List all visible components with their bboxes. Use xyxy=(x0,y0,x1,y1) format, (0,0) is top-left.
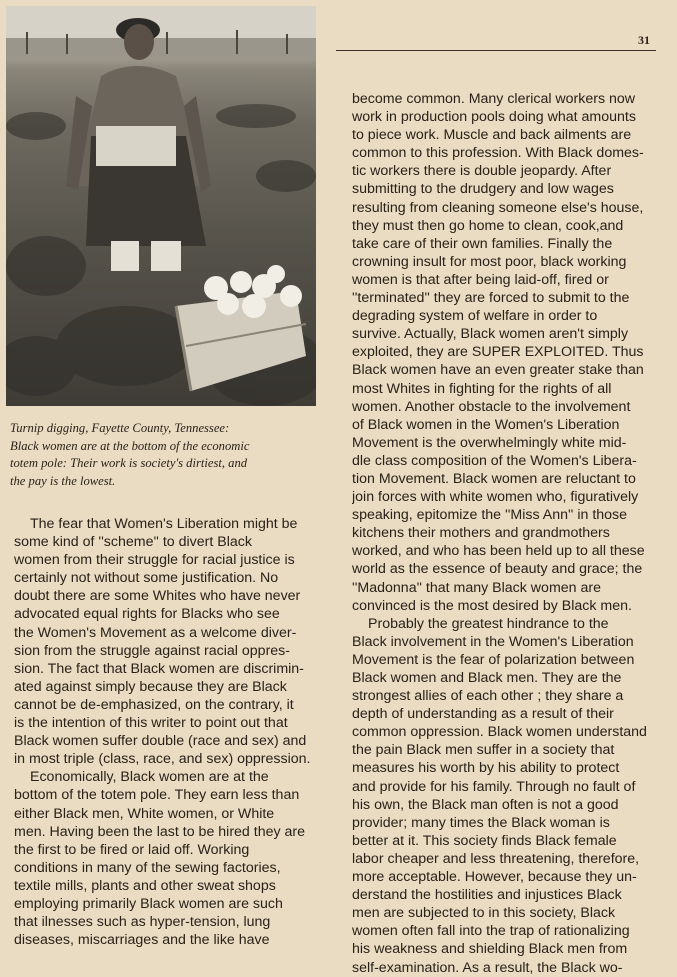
page-number: 31 xyxy=(638,33,650,47)
text-line: that ilnesses such as hyper-tension, lung xyxy=(14,914,271,931)
text-line: labor cheaper and less threatening, therefore, xyxy=(352,850,640,867)
text-line: Economically, Black women are at the xyxy=(30,769,269,786)
text-line: dle class composition of the Women's Libera- xyxy=(352,452,637,469)
text-line: ated against simply because they are Black xyxy=(14,678,287,695)
text-line: is the intention of this writer to point out that xyxy=(14,715,288,732)
text-line: speaking, epitomize the ''Miss Ann'' in those xyxy=(352,507,628,524)
text-line: submitting to the drudgery and low wages xyxy=(352,181,614,198)
text-line: common to this profession. With Black domes- xyxy=(352,145,644,162)
text-line: the pain Black men suffer in a society that xyxy=(352,742,615,759)
text-line: the Women's Movement as a welcome diver- xyxy=(14,624,297,641)
text-line: convinced is the most desired by Black men. xyxy=(352,597,632,614)
text-line: resulting from cleaning someone else's house, xyxy=(352,199,644,216)
text-line: they must then go home to clean, cook,and xyxy=(352,217,624,234)
text-line: Movement is the overwhelmingly white mid- xyxy=(352,434,627,451)
photo-caption xyxy=(10,420,310,490)
text-line: Black women suffer double (race and sex) and xyxy=(14,733,307,750)
text-line: textile mills, plants and other sweat shops xyxy=(14,877,276,894)
text-line: his weakness and shielding Black men from xyxy=(352,941,628,958)
text-line: bottom of the totem pole. They earn less than xyxy=(14,787,300,804)
text-line: more acceptable. However, because they un- xyxy=(352,869,637,886)
text-line: worked, and who has been held up to all these xyxy=(352,543,645,560)
text-line: employing primarily Black women are such xyxy=(14,895,283,912)
text-line: advocated equal rights for Blacks who see xyxy=(14,606,280,623)
text-line: Movement is the fear of polarization between xyxy=(352,651,635,668)
caption-line: Turnip digging, Fayette County, Tennessee: xyxy=(10,421,230,435)
text-line: conditions in many of the sewing factories, xyxy=(14,859,281,876)
text-line: measures his worth by his ability to protect xyxy=(352,760,620,777)
text-line: take care of their own families. Finally the xyxy=(352,235,613,252)
text-line: the first to be fired or laid off. Working xyxy=(14,841,250,858)
caption-line: the pay is the lowest. xyxy=(10,473,116,488)
text-line: ''terminated'' they are forced to submit to the xyxy=(352,290,630,307)
text-line: cannot be de-emphasized, on the contrary, it xyxy=(14,696,294,713)
text-line: tic workers there is double jeopardy. After xyxy=(352,163,612,180)
text-line: strongest allies of each other ; they share a xyxy=(352,688,624,705)
text-line: join forces with white women who, figuratively xyxy=(352,489,639,506)
text-line: women. Another obstacle to the involvement xyxy=(352,398,631,415)
left-text-column xyxy=(14,515,318,949)
right-text-column xyxy=(352,90,664,977)
text-line: survive. Actually, Black women aren't simply xyxy=(352,326,629,343)
text-line: some kind of ''scheme'' to divert Black xyxy=(14,534,252,551)
text-line: degrading system of welfare in order to xyxy=(352,308,598,325)
text-line: Black women have an even greater stake than xyxy=(352,362,644,379)
caption-line: totem pole: Their work is society's dirtiest, and xyxy=(10,456,248,470)
text-line: men. Having been the last to be hired they are xyxy=(14,823,306,840)
text-line: women often fall into the trap of rationalizing xyxy=(352,923,630,940)
turnip-field-photo xyxy=(6,6,316,406)
text-line: diseases, miscarriages and the like have xyxy=(14,932,270,949)
text-line: become common. Many clerical workers now xyxy=(352,91,636,107)
caption-line: Black women are at the bottom of the economic xyxy=(10,438,250,453)
text-line: Black involvement in the Women's Liberation xyxy=(352,633,634,650)
text-line: world as the essence of beauty and grace; the xyxy=(352,561,643,578)
photo-illustration xyxy=(6,6,316,406)
text-line: provider; many times the Black woman is xyxy=(352,814,610,831)
text-line: tion Movement. Black women are reluctant to xyxy=(352,470,636,487)
text-line: better at it. This society finds Black female xyxy=(352,832,617,849)
text-line: ''Madonna'' that many Black women are xyxy=(352,579,601,596)
text-line: derstand the hostilities and injustices Black xyxy=(352,887,622,904)
text-line: certainly not without some justification. No xyxy=(14,570,279,587)
text-line: his own, the Black man often is not a good xyxy=(352,796,619,813)
text-line: doubt there are some Whites who have never xyxy=(14,588,301,605)
text-line: Black women and Black men. They are the xyxy=(352,670,622,686)
text-line: either Black men, White women, or White xyxy=(14,805,275,822)
text-line: women is that after being laid-off, fired or xyxy=(352,271,609,288)
text-line: sion from the struggle against racial oppres- xyxy=(14,642,291,659)
text-line: The fear that Women's Liberation might be xyxy=(30,516,298,532)
text-line: to piece work. Muscle and back ailments are xyxy=(352,127,632,144)
text-line: and provide for his family. Through no fault of xyxy=(352,778,636,795)
text-line: women from their struggle for racial justice is xyxy=(14,552,295,569)
text-line: kitchens their mothers and grandmothers xyxy=(352,525,610,542)
text-line: exploited, they are SUPER EXPLOITED. Thus xyxy=(352,344,644,361)
text-line: self-examination. As a result, the Black wo- xyxy=(352,959,623,976)
text-line: work in production pools doing what amounts xyxy=(352,109,636,126)
text-line: of Black women in the Women's Liberation xyxy=(352,416,620,433)
text-line: depth of understanding as a result of their xyxy=(352,706,614,723)
text-line: sion. The fact that Black women are discrimin- xyxy=(14,660,304,677)
text-line: crowning insult for most poor, black working xyxy=(352,253,627,270)
text-line: men are subjected to in this society, Black xyxy=(352,905,616,922)
text-line: in most triple (class, race, and sex) oppression. xyxy=(14,751,311,768)
text-line: Probably the greatest hindrance to the xyxy=(368,615,609,632)
text-line: most Whites in fighting for the rights of all xyxy=(352,380,612,397)
text-line: common oppression. Black women understand xyxy=(352,724,647,741)
header-rule xyxy=(336,50,656,51)
